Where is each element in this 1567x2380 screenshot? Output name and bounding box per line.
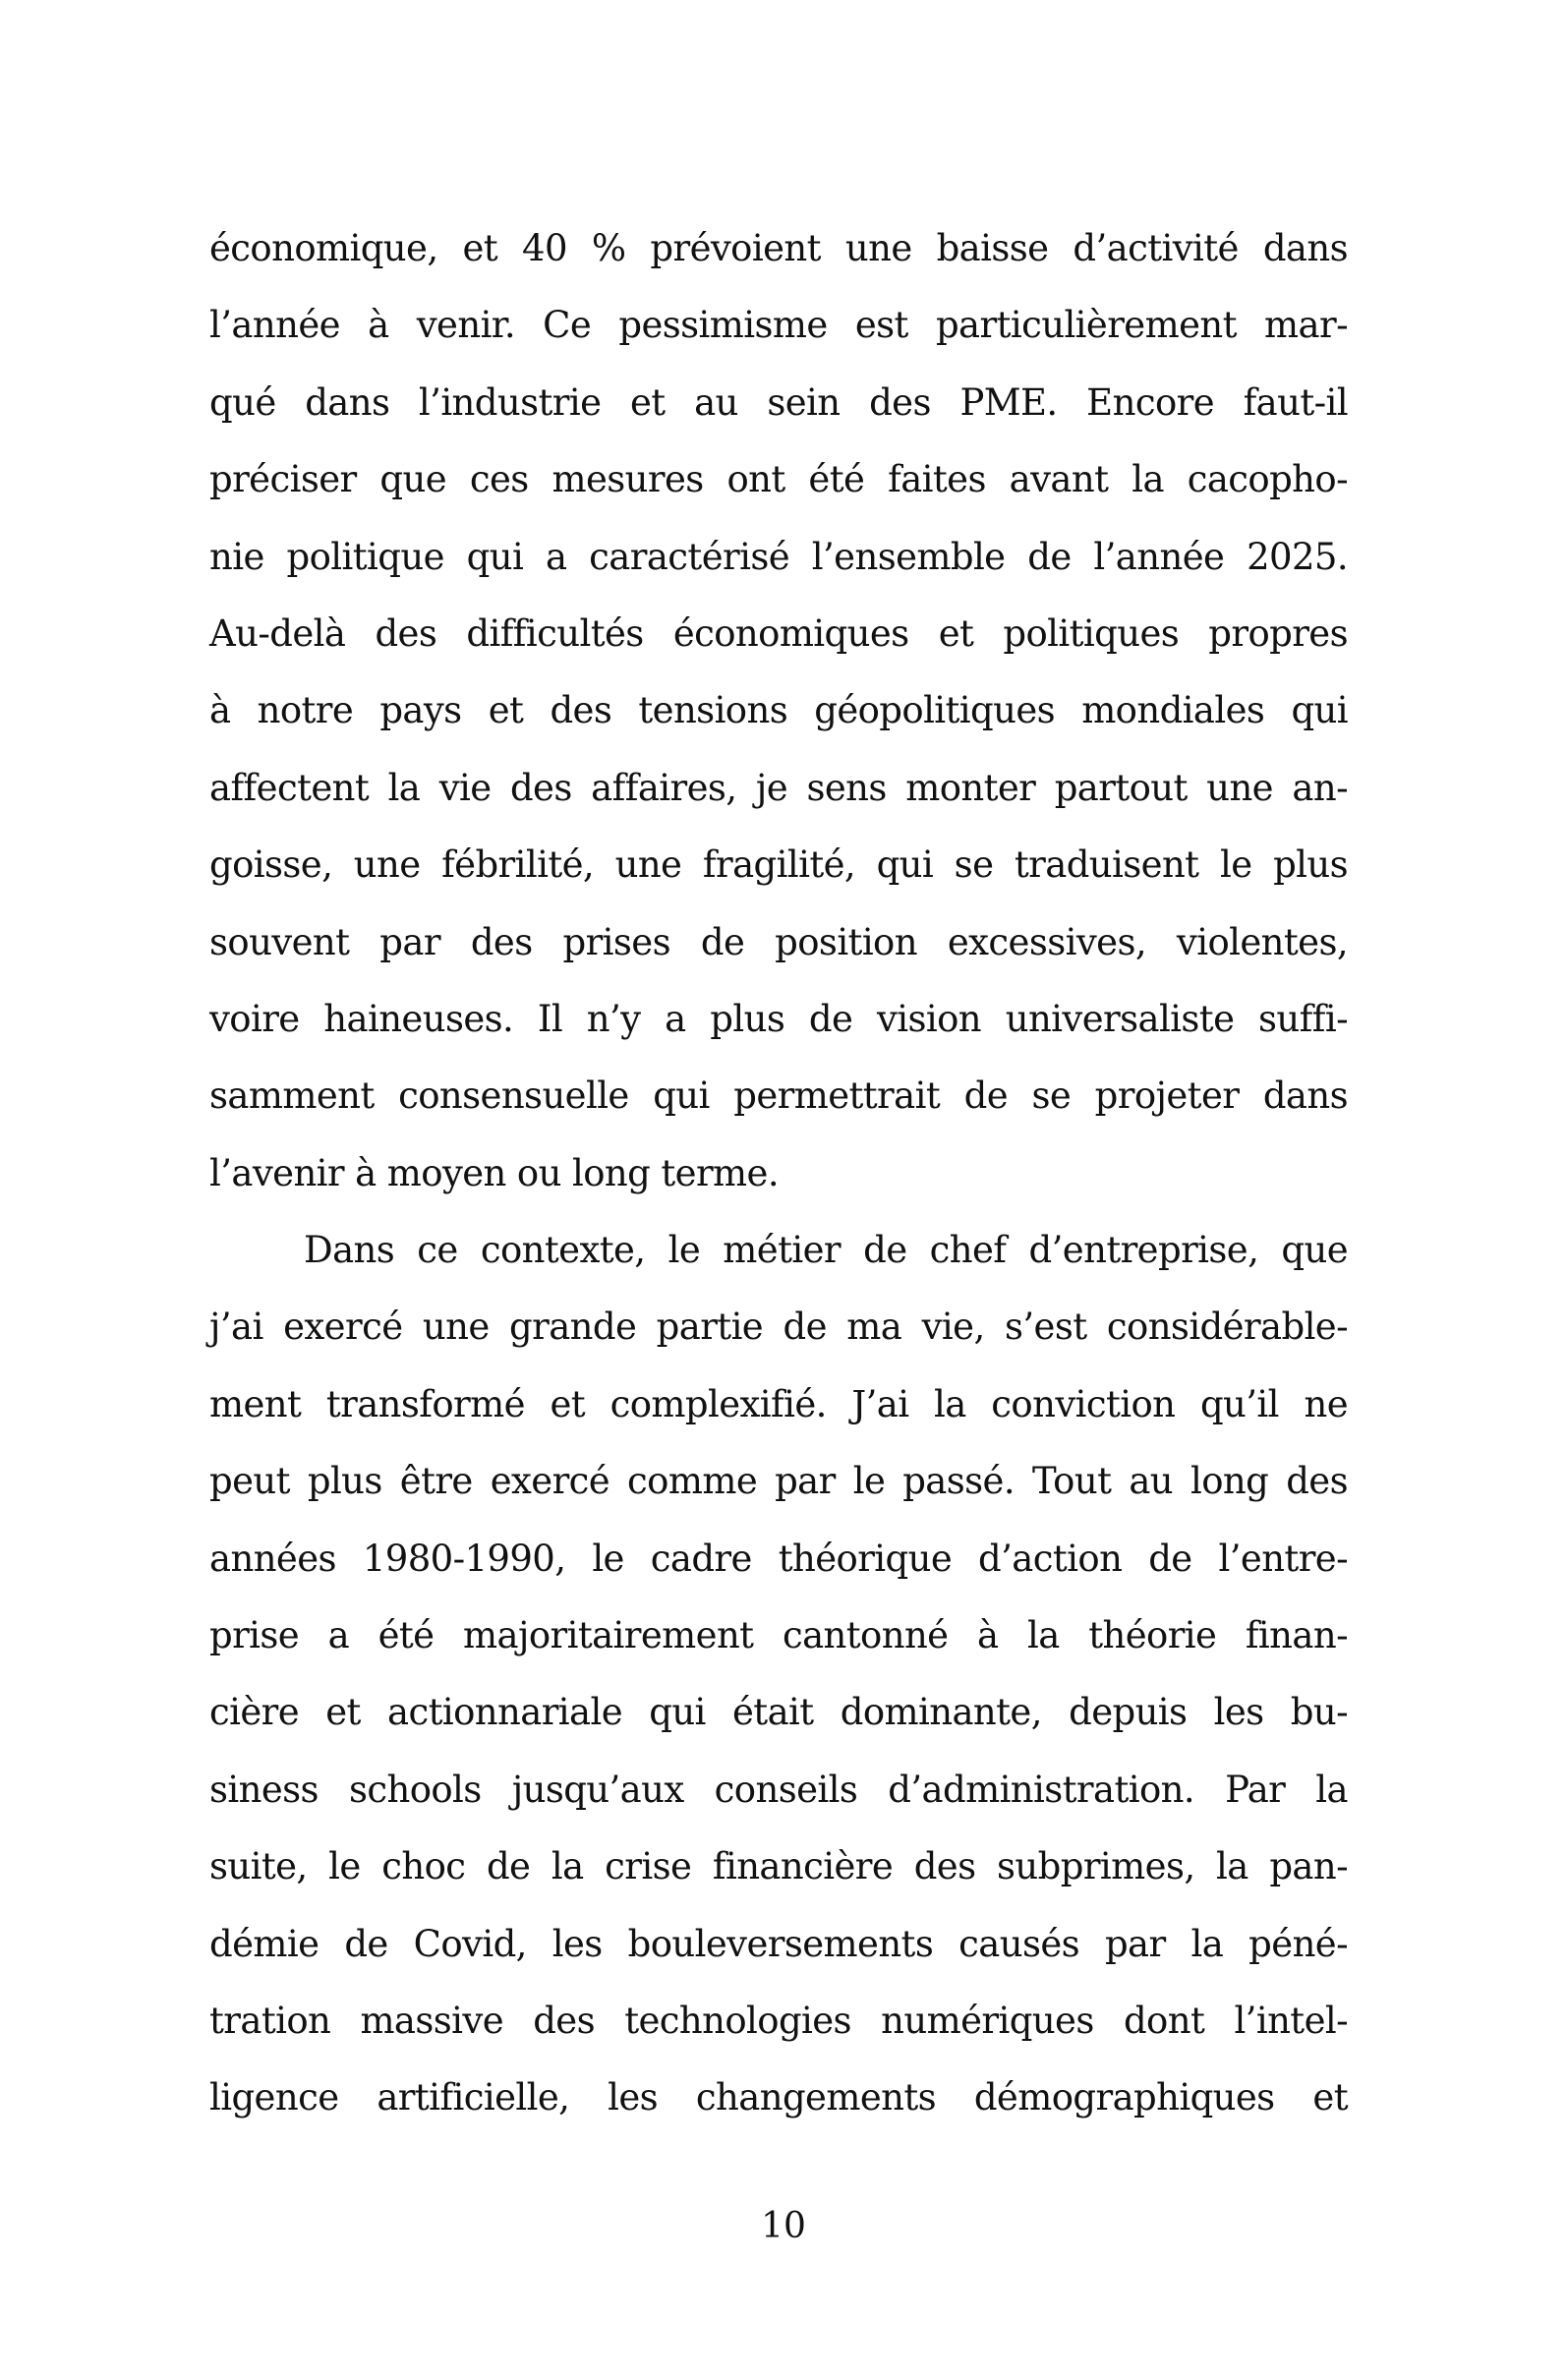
paragraph-2: [209, 1212, 1348, 2137]
text-line: goisse, une fébrilité, une fragilité, qui se traduisent le plus: [209, 843, 1348, 887]
text-line: économique, et 40 % prévoient une baisse d’activité dans: [209, 227, 1348, 269]
text-line: suite, le choc de la crise financière des subprimes, la pan-: [209, 1845, 1348, 1888]
text-line: à notre pays et des tensions géopolitiques mondiales qui: [209, 689, 1348, 732]
text-line: ligence artificielle, les changements démographiques et: [209, 2076, 1348, 2119]
text-line: cière et actionnariale qui était dominante, depuis les bu-: [209, 1691, 1348, 1734]
text-line: démie de Covid, les bouleversements causés par la péné-: [209, 1922, 1348, 1965]
text-line: peut plus être exercé comme par le passé. Tout au long des: [209, 1460, 1348, 1503]
text-line: préciser que ces mesures ont été faites avant la cacopho-: [209, 458, 1348, 501]
text-line: souvent par des prises de position excessives, violentes,: [209, 920, 1348, 963]
text-line: qué dans l’industrie et au sein des PME. Encore faut-il: [209, 380, 1348, 424]
text-line: voire haineuses. Il n’y a plus de vision universaliste suffi-: [209, 997, 1348, 1040]
text-line: affectent la vie des affaires, je sens monter partout une an-: [209, 766, 1348, 809]
text-line: samment consensuelle qui permettrait de se projeter dans: [209, 1074, 1348, 1118]
page-number: 10: [761, 2206, 806, 2246]
paragraph-1: [209, 210, 1348, 1212]
text-line: Au-delà des difficultés économiques et politiques propres: [209, 611, 1348, 655]
text-line: tration massive des technologies numériques dont l’intel-: [209, 1999, 1348, 2042]
text-line: ment transformé et complexifié. J’ai la conviction qu’il ne: [209, 1382, 1348, 1425]
text-line: l’année à venir. Ce pessimisme est particulièrement mar-: [209, 304, 1348, 347]
text-line: prise a été majoritairement cantonné à la théorie finan-: [209, 1614, 1348, 1657]
text-line: l’avenir à moyen ou long terme.: [209, 1151, 779, 1194]
text-line: nie politique qui a caractérisé l’ensemble de l’année 2025.: [209, 535, 1348, 578]
body-text: [209, 210, 1348, 2137]
text-line: j’ai exercé une grande partie de ma vie, s’est considérable-: [209, 1306, 1348, 1349]
text-line: années 1980-1990, le cadre théorique d’action de l’entre-: [209, 1537, 1348, 1580]
text-line: Dans ce contexte, le métier de chef d’entreprise, que: [304, 1229, 1348, 1272]
text-line: siness schools jusqu’aux conseils d’administration. Par la: [209, 1768, 1348, 1811]
